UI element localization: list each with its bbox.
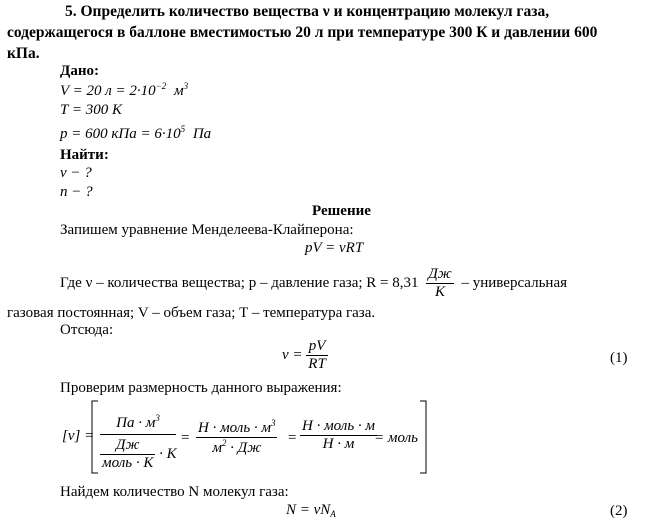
mendeleev-equation: pV = νRT — [305, 240, 364, 256]
given-volume-lhs: V = 20 л = 2·10 — [60, 83, 156, 99]
find-n: n − ? — [60, 184, 93, 200]
given-pressure-exp: 5 — [180, 124, 186, 134]
dim-eq-1: = — [181, 430, 190, 446]
where-line-1 — [60, 266, 567, 306]
problem-number: 5. — [65, 3, 77, 20]
dim-b-num: Н · моль · $м^3$ — [198, 418, 276, 436]
find-N-label: Найдем количество N молекул газа: — [60, 484, 289, 500]
dim-c-den: Н · м — [300, 435, 377, 453]
where-text-2: – универсальная — [461, 275, 567, 291]
dimension-fraction-c — [300, 418, 377, 453]
gas-constant-unit-num: Дж — [428, 266, 452, 282]
solution-intro: Запишем уравнение Менделеева-Клайперона: — [60, 222, 354, 238]
formula-1-fraction — [306, 338, 328, 373]
given-pressure — [60, 124, 211, 143]
formula-1-lhs: ν = — [282, 347, 303, 363]
problem-line-1 — [65, 3, 549, 21]
where-text-1: Где ν – количества вещества; p – давление газа; R = 8,31 — [60, 275, 419, 291]
dim-c-num: Н · моль · м — [302, 418, 375, 434]
problem-text-1: Определить количество вещества ν и концентрацию молекул газа, — [80, 3, 550, 20]
given-pressure-lhs: p = 600 кПа = 6·10 — [60, 126, 181, 142]
formula-1-num: pV — [308, 338, 326, 354]
dimension-lhs: [ν] = — [62, 428, 95, 444]
given-temperature: T = 300 K — [60, 102, 122, 118]
formula-2 — [286, 502, 336, 519]
find-nu: ν − ? — [60, 165, 92, 181]
given-volume-unit-exp: 3 — [183, 81, 189, 91]
dimension-fraction-a — [100, 413, 176, 472]
given-volume-exp: −2 — [155, 81, 167, 91]
dimension-result: = моль — [374, 430, 418, 446]
dim-eq-2: = — [288, 430, 297, 446]
given-header: Дано: — [60, 63, 99, 79]
formula-2-lhs: N = νN — [286, 502, 331, 518]
formula-1-tag: (1) — [610, 350, 628, 366]
dimension-fraction-b — [196, 418, 277, 457]
formula-1 — [282, 338, 328, 373]
find-header: Найти: — [60, 147, 109, 163]
given-volume — [60, 81, 188, 100]
where-line-2: газовая постоянная; V – объем газа; T – температура газа. — [7, 305, 376, 321]
dim-a-inner-den: моль · K — [102, 455, 154, 471]
dim-a-inner-fraction — [100, 437, 155, 472]
dim-a-line — [100, 434, 176, 472]
formula-2-sub: A — [330, 509, 336, 519]
dim-b-den: $м^2$ · Дж — [196, 437, 277, 457]
problem-line-3: кПа. — [7, 45, 40, 62]
dim-a-k: · K — [159, 446, 177, 462]
formula-2-tag: (2) — [610, 503, 628, 519]
given-volume-unit: м — [174, 83, 184, 99]
formula-1-den: RT — [308, 356, 326, 372]
given-pressure-unit: Па — [192, 126, 212, 142]
hence-label: Отсюда: — [60, 322, 114, 338]
gas-constant-unit — [426, 266, 454, 301]
problem-line-2: содержащегося в баллоне вместимостью 20 л при температуре 300 К и давлении 600 — [7, 24, 598, 41]
dim-a-inner-num: Дж — [115, 437, 140, 453]
dim-a-num: Па · $м^3$ — [116, 413, 160, 431]
gas-constant-unit-den: K — [426, 283, 454, 301]
check-label: Проверим размерность данного выражения: — [60, 380, 342, 396]
solution-header: Решение — [312, 203, 371, 219]
